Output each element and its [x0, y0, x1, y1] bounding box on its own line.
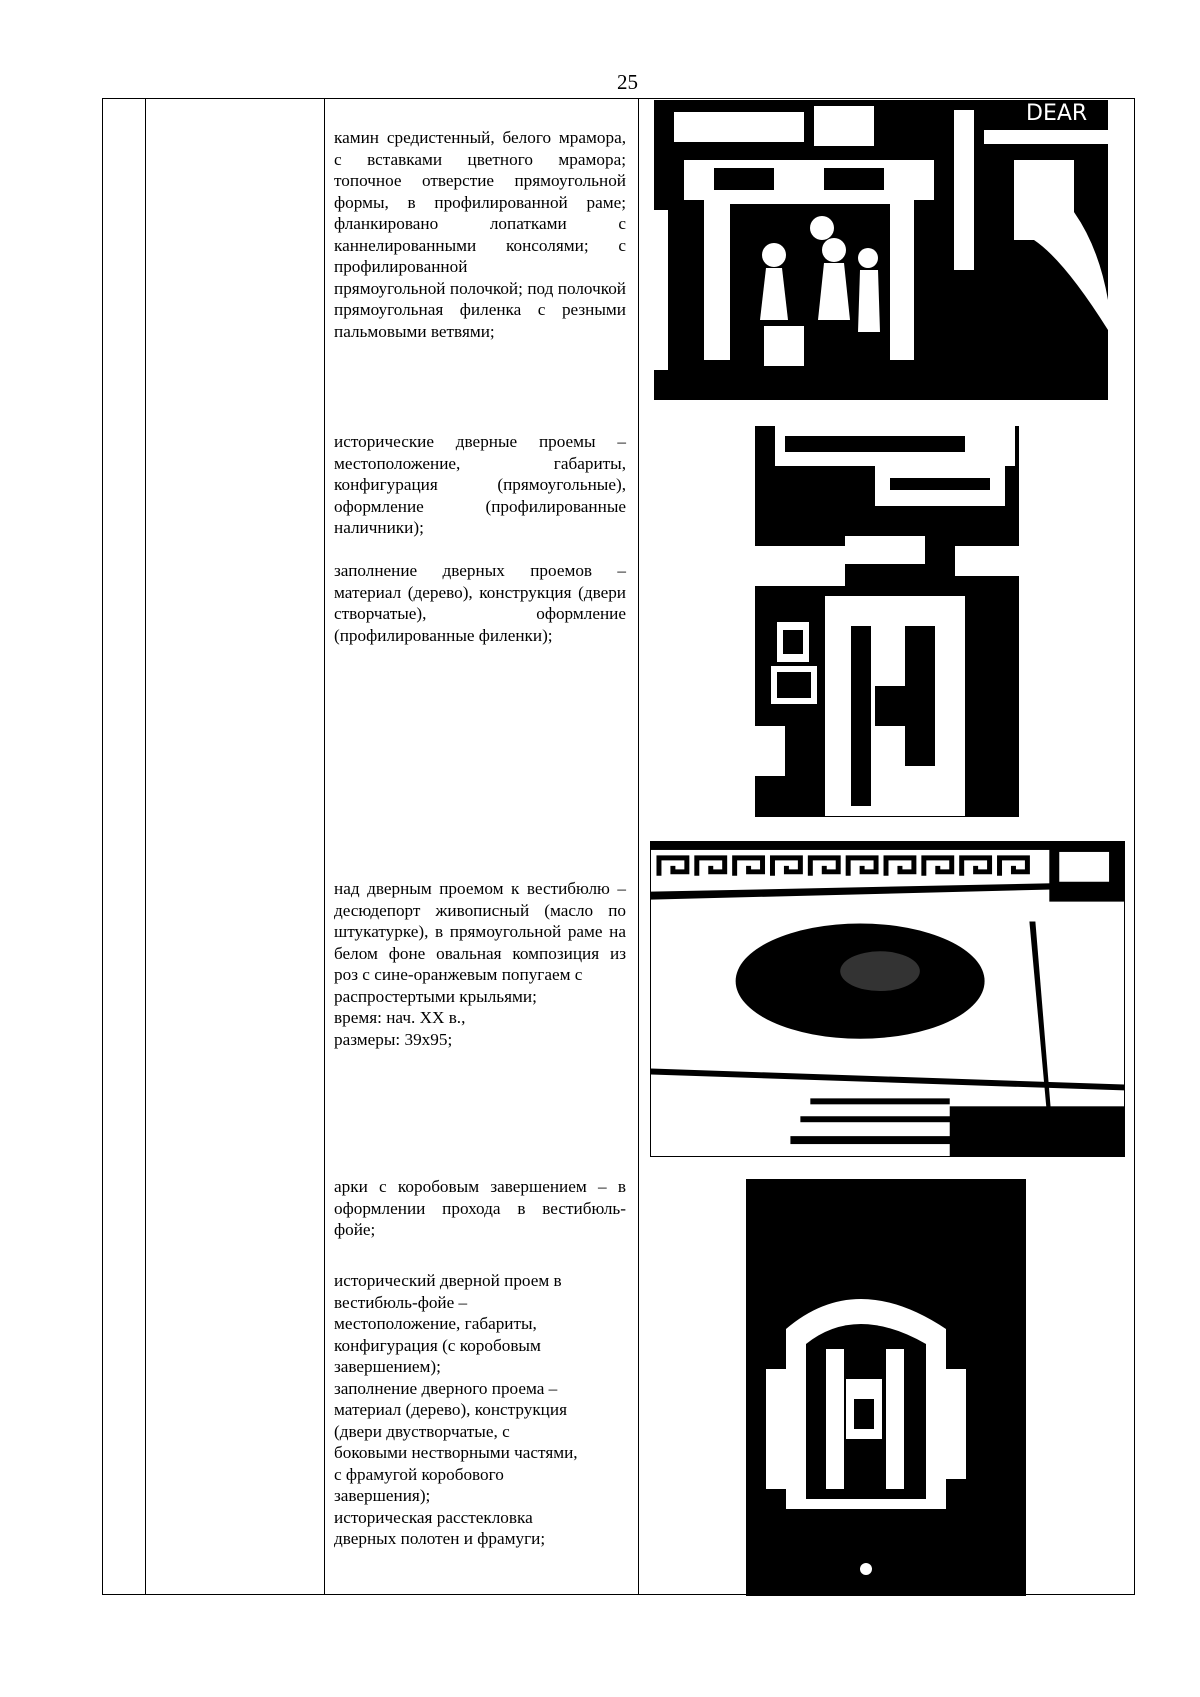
overdoor-text-4: размеры: 39х95; — [334, 1029, 453, 1049]
vestibule-line: материал (дерево), конструкция — [334, 1400, 567, 1419]
door-fill-description: заполнение дверных проемов – материал (дерево), конструкция (двери створчатые), оформление (профилированные филенки); — [334, 561, 626, 645]
doorway-photo — [755, 426, 1019, 817]
vestibule-line: завершения); — [334, 1486, 431, 1505]
column-divider — [638, 99, 639, 1594]
vestibule-line: конфигурация (с коробовым — [334, 1335, 541, 1355]
fireplace-description — [334, 127, 626, 342]
fireplace-text-1: камин средистенный, белого мрамора, с вставками цветного мрамора; топочное отверстие прямоугольной формы, в профилированной раме; фланкировано лопатками с каннелированными консолями; с профилированной — [334, 128, 626, 276]
vestibule-line: завершением); — [334, 1357, 441, 1376]
overdoor-text-2: распростертыми крыльями; — [334, 986, 537, 1006]
vestibule-line: вестибюль-фойе – — [334, 1292, 468, 1312]
overdoor-painting-photo — [650, 841, 1125, 1157]
column-divider — [145, 99, 146, 1594]
overdoor-text-1: над дверным проемом к вестибюлю – десюдепорт живописный (масло по штукатурке), в прямоугольной раме на белом фоне овальная композиция из роз с сине-оранжевым попугаем с — [334, 879, 626, 984]
vestibule-door-description — [334, 1270, 626, 1550]
vestibule-line: заполнение дверного проема – — [334, 1378, 558, 1398]
fireplace-text-2: прямоугольной полочкой; под полочкой прямоугольная филенка с резными пальмовыми ветвями; — [334, 278, 626, 341]
vestibule-line: историческая расстекловка — [334, 1507, 533, 1527]
vestibule-line: с фрамугой коробового — [334, 1464, 504, 1484]
vestibule-line: (двери двустворчатые, с — [334, 1421, 510, 1441]
vestibule-line: местоположение, габариты, — [334, 1314, 537, 1333]
overdoor-text-3: время: нач. XX в., — [334, 1008, 466, 1027]
overdoor-description — [334, 878, 626, 1050]
vestibule-door-photo — [746, 1179, 1026, 1596]
vestibule-line: дверных полотен и фрамуги; — [334, 1529, 546, 1548]
column-divider — [324, 99, 325, 1594]
page-number: 25 — [617, 70, 638, 94]
arches-description: арки с коробовым завершением – в оформлении прохода в вестибюль-фойе; — [334, 1177, 626, 1239]
vestibule-line: боковыми нестворными частями, — [334, 1443, 578, 1462]
vestibule-line: исторический дверной проем в — [334, 1271, 562, 1290]
fireplace-sign-text: DEAR — [1026, 101, 1088, 126]
fireplace-photo — [654, 100, 1108, 400]
doorways-description: исторические дверные проемы – местоположение, габариты, конфигурация (прямоугольные), оформление (профилированные наличники); — [334, 432, 626, 537]
